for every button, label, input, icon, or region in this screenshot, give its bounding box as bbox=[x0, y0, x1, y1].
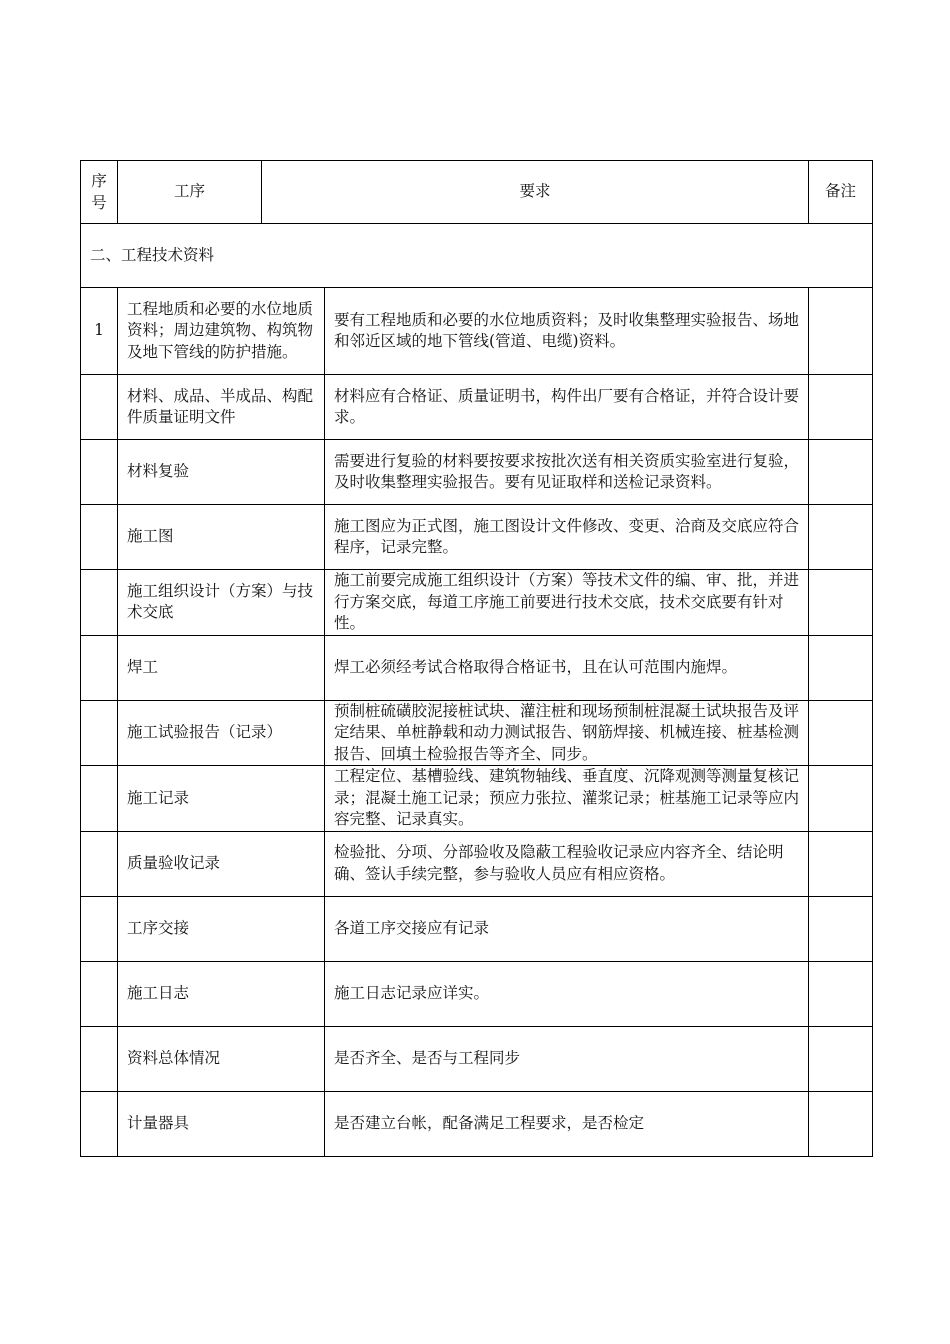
table-row bbox=[81, 700, 873, 766]
requirements-table bbox=[80, 160, 873, 1157]
header-process-label: 工序 bbox=[173, 182, 205, 201]
row-number-cell bbox=[81, 288, 118, 375]
row-requirement-cell bbox=[325, 700, 809, 766]
row-requirement-text: 是否建立台帐，配备满足工程要求，是否检定 bbox=[334, 1113, 645, 1132]
row-number-cell bbox=[81, 1091, 118, 1156]
row-requirement-cell bbox=[325, 961, 809, 1026]
row-requirement-cell bbox=[325, 766, 809, 832]
row-remark-cell bbox=[809, 831, 873, 896]
row-remark-cell bbox=[809, 505, 873, 570]
row-number-cell bbox=[81, 505, 118, 570]
row-requirement-cell bbox=[325, 570, 809, 636]
row-requirement-text: 需要进行复验的材料要按要求按批次送有相关资质实验室进行复验，及时收集整理实验报告。要有见证取样和送检记录资料。 bbox=[334, 451, 800, 491]
row-requirement-text: 检验批、分项、分部验收及隐蔽工程验收记录应内容齐全、结论明确、签认手续完整，参与验收人员应有相应资格。 bbox=[334, 843, 784, 883]
header-requirement-label: 要求 bbox=[519, 182, 551, 201]
row-requirement-text: 各道工序交接应有记录 bbox=[334, 918, 490, 937]
row-requirement-text: 要有工程地质和必要的水位地质资料；及时收集整理实验报告、场地和邻近区域的地下管线(管道、电缆)资料。 bbox=[334, 310, 800, 350]
row-number-text: 1 bbox=[94, 321, 104, 340]
row-process-text: 工程地质和必要的水位地质资料；周边建筑物、构筑物及地下管线的防护措施。 bbox=[127, 299, 314, 361]
table-row bbox=[81, 375, 873, 440]
row-process-text: 施工组织设计（方案）与技术交底 bbox=[127, 581, 314, 622]
table-row bbox=[81, 766, 873, 832]
section-title: 二、工程技术资料 bbox=[90, 245, 215, 264]
row-number-cell bbox=[81, 1026, 118, 1091]
row-requirement-text: 是否齐全、是否与工程同步 bbox=[334, 1048, 521, 1067]
row-process-text: 质量验收记录 bbox=[127, 853, 221, 872]
row-requirement-text: 预制桩硫磺胶泥接桩试块、灌注桩和现场预制桩混凝土试块报告及评定结果、单桩静载和动力测试报告、钢筋焊接、机械连接、桩基检测报告、回填土检验报告等齐全、同步。 bbox=[334, 701, 800, 763]
row-process-cell bbox=[118, 831, 325, 896]
table-row bbox=[81, 505, 873, 570]
row-process-cell bbox=[118, 961, 325, 1026]
row-process-text: 材料复验 bbox=[127, 462, 190, 481]
row-requirement-text: 材料应有合格证、质量证明书，构件出厂要有合格证，并符合设计要求。 bbox=[334, 386, 800, 426]
row-process-text: 资料总体情况 bbox=[127, 1048, 221, 1067]
row-remark-cell bbox=[809, 961, 873, 1026]
row-requirement-text: 施工日志记录应详实。 bbox=[334, 983, 490, 1002]
table-row bbox=[81, 440, 873, 505]
header-seq-cell bbox=[81, 161, 118, 224]
row-requirement-cell bbox=[325, 505, 809, 570]
header-seq-label: 序号 bbox=[91, 172, 107, 212]
row-requirement-text: 施工前要完成施工组织设计（方案）等技术文件的编、审、批，并进行方案交底，每道工序施工前要进行技术交底，技术交底要有针对性。 bbox=[334, 571, 800, 632]
header-remark-cell bbox=[809, 161, 873, 224]
row-process-cell bbox=[118, 505, 325, 570]
section-row bbox=[81, 224, 873, 288]
table-row bbox=[81, 831, 873, 896]
row-requirement-text: 施工图应为正式图，施工图设计文件修改、变更、洽商及交底应符合程序，记录完整。 bbox=[334, 516, 800, 556]
row-remark-cell bbox=[809, 896, 873, 961]
row-requirement-cell bbox=[325, 896, 809, 961]
row-remark-cell bbox=[809, 570, 873, 636]
row-remark-cell bbox=[809, 635, 873, 700]
row-process-cell bbox=[118, 1091, 325, 1156]
row-requirement-text: 焊工必须经考试合格取得合格证书，且在认可范围内施焊。 bbox=[334, 657, 738, 676]
table-row bbox=[81, 635, 873, 700]
row-number-cell bbox=[81, 635, 118, 700]
row-requirement-cell bbox=[325, 831, 809, 896]
row-number-cell bbox=[81, 440, 118, 505]
table-row bbox=[81, 288, 873, 375]
row-process-cell bbox=[118, 766, 325, 832]
row-remark-cell bbox=[809, 375, 873, 440]
row-process-cell bbox=[118, 700, 325, 766]
header-requirement-cell bbox=[262, 161, 809, 224]
row-process-text: 施工记录 bbox=[127, 788, 190, 807]
row-process-text: 工序交接 bbox=[127, 918, 190, 937]
row-process-cell bbox=[118, 375, 325, 440]
row-process-text: 施工试验报告（记录） bbox=[127, 723, 283, 741]
row-number-cell bbox=[81, 766, 118, 832]
row-requirement-cell bbox=[325, 288, 809, 375]
table-row bbox=[81, 1026, 873, 1091]
row-remark-cell bbox=[809, 288, 873, 375]
row-process-text: 计量器具 bbox=[127, 1113, 190, 1132]
row-number-cell bbox=[81, 700, 118, 766]
table-row bbox=[81, 1091, 873, 1156]
row-remark-cell bbox=[809, 1026, 873, 1091]
row-number-cell bbox=[81, 896, 118, 961]
table-row bbox=[81, 896, 873, 961]
row-requirement-cell bbox=[325, 440, 809, 505]
row-number-cell bbox=[81, 831, 118, 896]
row-process-text: 施工图 bbox=[127, 527, 174, 546]
row-remark-cell bbox=[809, 766, 873, 832]
row-process-text: 焊工 bbox=[127, 657, 159, 676]
header-remark-label: 备注 bbox=[825, 182, 857, 201]
row-remark-cell bbox=[809, 1091, 873, 1156]
row-number-cell bbox=[81, 570, 118, 636]
table-body bbox=[81, 288, 873, 1157]
row-process-cell bbox=[118, 896, 325, 961]
row-number-cell bbox=[81, 961, 118, 1026]
row-process-cell bbox=[118, 440, 325, 505]
row-requirement-cell bbox=[325, 635, 809, 700]
table-header-row bbox=[81, 161, 873, 224]
row-remark-cell bbox=[809, 440, 873, 505]
header-process-cell bbox=[118, 161, 262, 224]
row-requirement-cell bbox=[325, 1091, 809, 1156]
row-process-cell bbox=[118, 635, 325, 700]
row-requirement-text: 工程定位、基槽验线、建筑物轴线、垂直度、沉降观测等测量复核记录；混凝土施工记录；预应力张拉、灌浆记录；桩基施工记录等应内容完整、记录真实。 bbox=[334, 767, 800, 828]
section-title-cell bbox=[81, 224, 873, 288]
row-requirement-cell bbox=[325, 1026, 809, 1091]
row-process-cell bbox=[118, 1026, 325, 1091]
row-process-text: 材料、成品、半成品、构配件质量证明文件 bbox=[127, 386, 314, 426]
table-row bbox=[81, 961, 873, 1026]
row-process-cell bbox=[118, 288, 325, 375]
row-process-text: 施工日志 bbox=[127, 983, 190, 1002]
row-requirement-cell bbox=[325, 375, 809, 440]
row-remark-cell bbox=[809, 700, 873, 766]
table-row bbox=[81, 570, 873, 636]
row-process-cell bbox=[118, 570, 325, 636]
row-number-cell bbox=[81, 375, 118, 440]
